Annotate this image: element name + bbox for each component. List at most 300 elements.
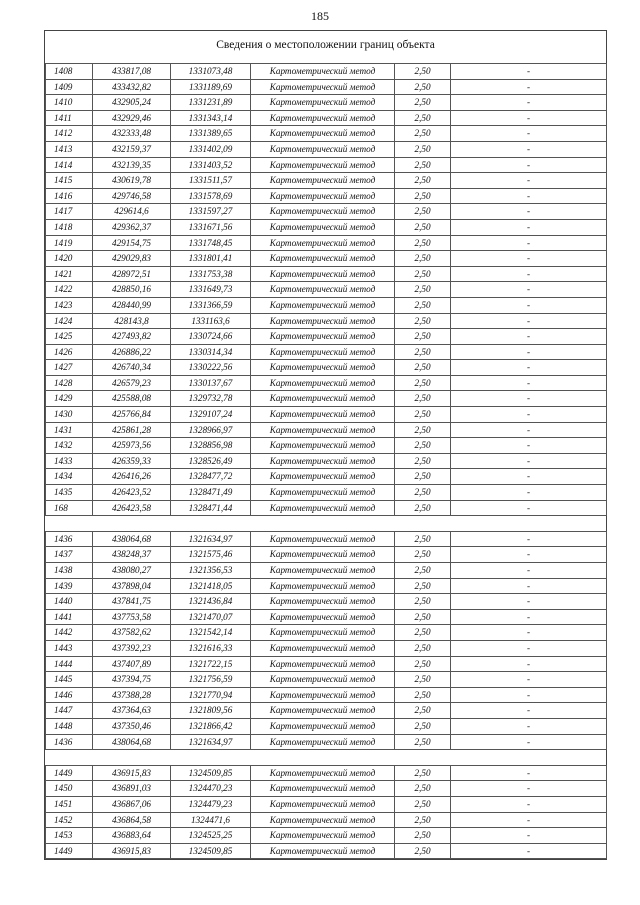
method-cell: Картометрический метод xyxy=(251,391,395,407)
y-coordinate-cell: 1321575,46 xyxy=(171,547,251,563)
description-cell: - xyxy=(451,438,607,454)
description-cell: - xyxy=(451,391,607,407)
accuracy-cell: 2,50 xyxy=(395,126,451,142)
y-coordinate-cell: 1321634,97 xyxy=(171,531,251,547)
method-cell: Картометрический метод xyxy=(251,266,395,282)
description-cell: - xyxy=(451,469,607,485)
table-row xyxy=(46,718,607,734)
table-row xyxy=(46,672,607,688)
x-coordinate-cell: 436883,64 xyxy=(93,828,171,844)
x-coordinate-cell: 432333,48 xyxy=(93,126,171,142)
point-number-cell: 1444 xyxy=(46,656,93,672)
x-coordinate-cell: 426579,23 xyxy=(93,375,171,391)
table-row xyxy=(46,173,607,189)
method-cell: Картометрический метод xyxy=(251,126,395,142)
method-cell: Картометрический метод xyxy=(251,407,395,423)
table-row xyxy=(46,734,607,750)
table-row xyxy=(46,344,607,360)
method-cell: Картометрический метод xyxy=(251,469,395,485)
accuracy-cell: 2,50 xyxy=(395,812,451,828)
table-row xyxy=(46,828,607,844)
table-row xyxy=(46,219,607,235)
point-number-cell: 1411 xyxy=(46,110,93,126)
point-number-cell: 1408 xyxy=(46,64,93,80)
description-cell: - xyxy=(451,828,607,844)
x-coordinate-cell: 437364,63 xyxy=(93,703,171,719)
accuracy-cell: 2,50 xyxy=(395,110,451,126)
point-number-cell: 1426 xyxy=(46,344,93,360)
y-coordinate-cell: 1321356,53 xyxy=(171,563,251,579)
x-coordinate-cell: 429362,37 xyxy=(93,219,171,235)
x-coordinate-cell: 426416,26 xyxy=(93,469,171,485)
accuracy-cell: 2,50 xyxy=(395,375,451,391)
x-coordinate-cell: 432929,46 xyxy=(93,110,171,126)
y-coordinate-cell: 1328856,98 xyxy=(171,438,251,454)
accuracy-cell: 2,50 xyxy=(395,625,451,641)
x-coordinate-cell: 436891,03 xyxy=(93,781,171,797)
x-coordinate-cell: 437753,58 xyxy=(93,609,171,625)
x-coordinate-cell: 438080,27 xyxy=(93,563,171,579)
method-cell: Картометрический метод xyxy=(251,563,395,579)
point-number-cell: 1442 xyxy=(46,625,93,641)
table-row xyxy=(46,282,607,298)
table-row xyxy=(46,141,607,157)
accuracy-cell: 2,50 xyxy=(395,391,451,407)
point-number-cell: 1420 xyxy=(46,251,93,267)
y-coordinate-cell: 1331403,52 xyxy=(171,157,251,173)
point-number-cell: 1446 xyxy=(46,687,93,703)
accuracy-cell: 2,50 xyxy=(395,843,451,859)
y-coordinate-cell: 1331366,59 xyxy=(171,297,251,313)
y-coordinate-cell: 1321756,59 xyxy=(171,672,251,688)
method-cell: Картометрический метод xyxy=(251,703,395,719)
x-coordinate-cell: 426423,58 xyxy=(93,500,171,516)
table-row xyxy=(46,531,607,547)
x-coordinate-cell: 436864,58 xyxy=(93,812,171,828)
point-number-cell: 1441 xyxy=(46,609,93,625)
accuracy-cell: 2,50 xyxy=(395,828,451,844)
x-coordinate-cell: 425973,56 xyxy=(93,438,171,454)
method-cell: Картометрический метод xyxy=(251,547,395,563)
y-coordinate-cell: 1324470,23 xyxy=(171,781,251,797)
table-row xyxy=(46,407,607,423)
x-coordinate-cell: 427493,82 xyxy=(93,329,171,345)
y-coordinate-cell: 1329107,24 xyxy=(171,407,251,423)
point-number-cell: 1440 xyxy=(46,594,93,610)
group-separator-cell xyxy=(46,516,607,532)
method-cell: Картометрический метод xyxy=(251,843,395,859)
description-cell: - xyxy=(451,563,607,579)
group-separator-row xyxy=(46,516,607,532)
x-coordinate-cell: 436867,06 xyxy=(93,796,171,812)
point-number-cell: 1434 xyxy=(46,469,93,485)
table-row xyxy=(46,391,607,407)
table-row xyxy=(46,251,607,267)
point-number-cell: 1438 xyxy=(46,563,93,579)
description-cell: - xyxy=(451,625,607,641)
description-cell: - xyxy=(451,640,607,656)
y-coordinate-cell: 1331671,56 xyxy=(171,219,251,235)
point-number-cell: 1449 xyxy=(46,843,93,859)
table-row xyxy=(46,360,607,376)
point-number-cell: 1453 xyxy=(46,828,93,844)
description-cell: - xyxy=(451,344,607,360)
method-cell: Картометрический метод xyxy=(251,235,395,251)
description-cell: - xyxy=(451,157,607,173)
point-number-cell: 1443 xyxy=(46,640,93,656)
table-row xyxy=(46,609,607,625)
x-coordinate-cell: 425861,28 xyxy=(93,422,171,438)
point-number-cell: 1418 xyxy=(46,219,93,235)
table-row xyxy=(46,578,607,594)
point-number-cell: 1425 xyxy=(46,329,93,345)
method-cell: Картометрический метод xyxy=(251,718,395,734)
table-row xyxy=(46,500,607,516)
method-cell: Картометрический метод xyxy=(251,297,395,313)
point-number-cell: 1429 xyxy=(46,391,93,407)
description-cell: - xyxy=(451,219,607,235)
description-cell: - xyxy=(451,110,607,126)
description-cell: - xyxy=(451,173,607,189)
y-coordinate-cell: 1328526,49 xyxy=(171,453,251,469)
x-coordinate-cell: 438064,68 xyxy=(93,734,171,750)
point-number-cell: 1421 xyxy=(46,266,93,282)
description-cell: - xyxy=(451,703,607,719)
x-coordinate-cell: 432905,24 xyxy=(93,95,171,111)
y-coordinate-cell: 1331073,48 xyxy=(171,64,251,80)
table-row xyxy=(46,64,607,80)
table-row xyxy=(46,126,607,142)
table-row xyxy=(46,812,607,828)
x-coordinate-cell: 432139,35 xyxy=(93,157,171,173)
y-coordinate-cell: 1331649,73 xyxy=(171,282,251,298)
method-cell: Картометрический метод xyxy=(251,110,395,126)
description-cell: - xyxy=(451,453,607,469)
y-coordinate-cell: 1330222,56 xyxy=(171,360,251,376)
point-number-cell: 1447 xyxy=(46,703,93,719)
x-coordinate-cell: 426359,33 xyxy=(93,453,171,469)
x-coordinate-cell: 437388,28 xyxy=(93,687,171,703)
point-number-cell: 1436 xyxy=(46,734,93,750)
description-cell: - xyxy=(451,360,607,376)
point-number-cell: 1415 xyxy=(46,173,93,189)
y-coordinate-cell: 1321616,33 xyxy=(171,640,251,656)
x-coordinate-cell: 426740,34 xyxy=(93,360,171,376)
point-number-cell: 1449 xyxy=(46,765,93,781)
description-cell: - xyxy=(451,485,607,501)
x-coordinate-cell: 438064,68 xyxy=(93,531,171,547)
accuracy-cell: 2,50 xyxy=(395,781,451,797)
accuracy-cell: 2,50 xyxy=(395,157,451,173)
point-number-cell: 1413 xyxy=(46,141,93,157)
method-cell: Картометрический метод xyxy=(251,734,395,750)
table-row xyxy=(46,469,607,485)
accuracy-cell: 2,50 xyxy=(395,235,451,251)
accuracy-cell: 2,50 xyxy=(395,672,451,688)
accuracy-cell: 2,50 xyxy=(395,500,451,516)
description-cell: - xyxy=(451,297,607,313)
description-cell: - xyxy=(451,656,607,672)
accuracy-cell: 2,50 xyxy=(395,547,451,563)
accuracy-cell: 2,50 xyxy=(395,485,451,501)
y-coordinate-cell: 1331231,89 xyxy=(171,95,251,111)
description-cell: - xyxy=(451,812,607,828)
accuracy-cell: 2,50 xyxy=(395,282,451,298)
description-cell: - xyxy=(451,282,607,298)
y-coordinate-cell: 1329732,78 xyxy=(171,391,251,407)
table-row xyxy=(46,796,607,812)
x-coordinate-cell: 425766,84 xyxy=(93,407,171,423)
y-coordinate-cell: 1331511,57 xyxy=(171,173,251,189)
method-cell: Картометрический метод xyxy=(251,812,395,828)
x-coordinate-cell: 430619,78 xyxy=(93,173,171,189)
method-cell: Картометрический метод xyxy=(251,141,395,157)
x-coordinate-cell: 437582,62 xyxy=(93,625,171,641)
point-number-cell: 1448 xyxy=(46,718,93,734)
x-coordinate-cell: 429029,83 xyxy=(93,251,171,267)
accuracy-cell: 2,50 xyxy=(395,796,451,812)
table-row xyxy=(46,329,607,345)
accuracy-cell: 2,50 xyxy=(395,687,451,703)
method-cell: Картометрический метод xyxy=(251,796,395,812)
x-coordinate-cell: 437407,89 xyxy=(93,656,171,672)
point-number-cell: 1424 xyxy=(46,313,93,329)
accuracy-cell: 2,50 xyxy=(395,297,451,313)
description-cell: - xyxy=(451,64,607,80)
point-number-cell: 1416 xyxy=(46,188,93,204)
y-coordinate-cell: 1331402,09 xyxy=(171,141,251,157)
accuracy-cell: 2,50 xyxy=(395,79,451,95)
method-cell: Картометрический метод xyxy=(251,313,395,329)
y-coordinate-cell: 1321722,15 xyxy=(171,656,251,672)
method-cell: Картометрический метод xyxy=(251,453,395,469)
table-row xyxy=(46,843,607,859)
accuracy-cell: 2,50 xyxy=(395,656,451,672)
y-coordinate-cell: 1321470,07 xyxy=(171,609,251,625)
accuracy-cell: 2,50 xyxy=(395,313,451,329)
method-cell: Картометрический метод xyxy=(251,672,395,688)
point-number-cell: 168 xyxy=(46,500,93,516)
method-cell: Картометрический метод xyxy=(251,157,395,173)
table-row xyxy=(46,656,607,672)
description-cell: - xyxy=(451,594,607,610)
point-number-cell: 1432 xyxy=(46,438,93,454)
method-cell: Картометрический метод xyxy=(251,219,395,235)
group-separator-row xyxy=(46,750,607,766)
description-cell: - xyxy=(451,578,607,594)
y-coordinate-cell: 1331801,41 xyxy=(171,251,251,267)
accuracy-cell: 2,50 xyxy=(395,703,451,719)
method-cell: Картометрический метод xyxy=(251,438,395,454)
table-row xyxy=(46,157,607,173)
accuracy-cell: 2,50 xyxy=(395,531,451,547)
description-cell: - xyxy=(451,843,607,859)
accuracy-cell: 2,50 xyxy=(395,765,451,781)
description-cell: - xyxy=(451,718,607,734)
y-coordinate-cell: 1328471,44 xyxy=(171,500,251,516)
y-coordinate-cell: 1324509,85 xyxy=(171,765,251,781)
y-coordinate-cell: 1330314,34 xyxy=(171,344,251,360)
table-row xyxy=(46,781,607,797)
point-number-cell: 1423 xyxy=(46,297,93,313)
table-row xyxy=(46,485,607,501)
point-number-cell: 1451 xyxy=(46,796,93,812)
table-row xyxy=(46,204,607,220)
method-cell: Картометрический метод xyxy=(251,422,395,438)
table-row xyxy=(46,422,607,438)
y-coordinate-cell: 1330724,66 xyxy=(171,329,251,345)
method-cell: Картометрический метод xyxy=(251,173,395,189)
table-row xyxy=(46,687,607,703)
x-coordinate-cell: 428143,8 xyxy=(93,313,171,329)
accuracy-cell: 2,50 xyxy=(395,594,451,610)
y-coordinate-cell: 1331597,27 xyxy=(171,204,251,220)
x-coordinate-cell: 432159,37 xyxy=(93,141,171,157)
y-coordinate-cell: 1331189,69 xyxy=(171,79,251,95)
method-cell: Картометрический метод xyxy=(251,594,395,610)
accuracy-cell: 2,50 xyxy=(395,188,451,204)
point-number-cell: 1430 xyxy=(46,407,93,423)
accuracy-cell: 2,50 xyxy=(395,219,451,235)
method-cell: Картометрический метод xyxy=(251,687,395,703)
table-row xyxy=(46,594,607,610)
point-number-cell: 1437 xyxy=(46,547,93,563)
table-row xyxy=(46,188,607,204)
description-cell: - xyxy=(451,235,607,251)
y-coordinate-cell: 1328471,49 xyxy=(171,485,251,501)
point-number-cell: 1436 xyxy=(46,531,93,547)
table-row xyxy=(46,266,607,282)
y-coordinate-cell: 1324525,25 xyxy=(171,828,251,844)
table-row xyxy=(46,297,607,313)
table-row xyxy=(46,313,607,329)
boundary-table-frame xyxy=(44,30,607,860)
method-cell: Картометрический метод xyxy=(251,251,395,267)
accuracy-cell: 2,50 xyxy=(395,640,451,656)
description-cell: - xyxy=(451,95,607,111)
accuracy-cell: 2,50 xyxy=(395,422,451,438)
method-cell: Картометрический метод xyxy=(251,500,395,516)
method-cell: Картометрический метод xyxy=(251,204,395,220)
point-number-cell: 1409 xyxy=(46,79,93,95)
y-coordinate-cell: 1331389,65 xyxy=(171,126,251,142)
description-cell: - xyxy=(451,251,607,267)
table-row xyxy=(46,95,607,111)
point-number-cell: 1435 xyxy=(46,485,93,501)
y-coordinate-cell: 1328477,72 xyxy=(171,469,251,485)
accuracy-cell: 2,50 xyxy=(395,95,451,111)
x-coordinate-cell: 426886,22 xyxy=(93,344,171,360)
y-coordinate-cell: 1328966,97 xyxy=(171,422,251,438)
description-cell: - xyxy=(451,609,607,625)
x-coordinate-cell: 437841,75 xyxy=(93,594,171,610)
description-cell: - xyxy=(451,79,607,95)
y-coordinate-cell: 1321809,56 xyxy=(171,703,251,719)
method-cell: Картометрический метод xyxy=(251,485,395,501)
table-row xyxy=(46,640,607,656)
table-row xyxy=(46,703,607,719)
y-coordinate-cell: 1321770,94 xyxy=(171,687,251,703)
description-cell: - xyxy=(451,796,607,812)
description-cell: - xyxy=(451,329,607,345)
y-coordinate-cell: 1331163,6 xyxy=(171,313,251,329)
x-coordinate-cell: 429746,58 xyxy=(93,188,171,204)
method-cell: Картометрический метод xyxy=(251,64,395,80)
table-row xyxy=(46,79,607,95)
method-cell: Картометрический метод xyxy=(251,625,395,641)
description-cell: - xyxy=(451,126,607,142)
description-cell: - xyxy=(451,781,607,797)
description-cell: - xyxy=(451,407,607,423)
accuracy-cell: 2,50 xyxy=(395,469,451,485)
description-cell: - xyxy=(451,687,607,703)
accuracy-cell: 2,50 xyxy=(395,344,451,360)
method-cell: Картометрический метод xyxy=(251,79,395,95)
x-coordinate-cell: 425588,08 xyxy=(93,391,171,407)
x-coordinate-cell: 428972,51 xyxy=(93,266,171,282)
method-cell: Картометрический метод xyxy=(251,360,395,376)
x-coordinate-cell: 433817,08 xyxy=(93,64,171,80)
description-cell: - xyxy=(451,765,607,781)
accuracy-cell: 2,50 xyxy=(395,563,451,579)
description-cell: - xyxy=(451,672,607,688)
x-coordinate-cell: 437392,23 xyxy=(93,640,171,656)
x-coordinate-cell: 429154,75 xyxy=(93,235,171,251)
y-coordinate-cell: 1330137,67 xyxy=(171,375,251,391)
y-coordinate-cell: 1331748,45 xyxy=(171,235,251,251)
method-cell: Картометрический метод xyxy=(251,781,395,797)
accuracy-cell: 2,50 xyxy=(395,407,451,423)
method-cell: Картометрический метод xyxy=(251,375,395,391)
method-cell: Картометрический метод xyxy=(251,329,395,345)
group-separator-cell xyxy=(46,750,607,766)
accuracy-cell: 2,50 xyxy=(395,173,451,189)
description-cell: - xyxy=(451,500,607,516)
method-cell: Картометрический метод xyxy=(251,656,395,672)
coordinates-table xyxy=(45,63,607,859)
method-cell: Картометрический метод xyxy=(251,578,395,594)
table-row xyxy=(46,438,607,454)
table-row xyxy=(46,453,607,469)
point-number-cell: 1439 xyxy=(46,578,93,594)
y-coordinate-cell: 1331343,14 xyxy=(171,110,251,126)
method-cell: Картометрический метод xyxy=(251,95,395,111)
table-row xyxy=(46,563,607,579)
y-coordinate-cell: 1321542,14 xyxy=(171,625,251,641)
description-cell: - xyxy=(451,531,607,547)
x-coordinate-cell: 428850,16 xyxy=(93,282,171,298)
method-cell: Картометрический метод xyxy=(251,828,395,844)
point-number-cell: 1414 xyxy=(46,157,93,173)
y-coordinate-cell: 1321634,97 xyxy=(171,734,251,750)
table-title: Сведения о местоположении границ объекта xyxy=(216,39,435,51)
point-number-cell: 1433 xyxy=(46,453,93,469)
x-coordinate-cell: 438248,37 xyxy=(93,547,171,563)
accuracy-cell: 2,50 xyxy=(395,329,451,345)
table-row xyxy=(46,625,607,641)
y-coordinate-cell: 1324509,85 xyxy=(171,843,251,859)
point-number-cell: 1422 xyxy=(46,282,93,298)
accuracy-cell: 2,50 xyxy=(395,453,451,469)
accuracy-cell: 2,50 xyxy=(395,609,451,625)
y-coordinate-cell: 1331578,69 xyxy=(171,188,251,204)
point-number-cell: 1428 xyxy=(46,375,93,391)
y-coordinate-cell: 1324479,23 xyxy=(171,796,251,812)
description-cell: - xyxy=(451,313,607,329)
point-number-cell: 1417 xyxy=(46,204,93,220)
x-coordinate-cell: 437350,46 xyxy=(93,718,171,734)
description-cell: - xyxy=(451,422,607,438)
